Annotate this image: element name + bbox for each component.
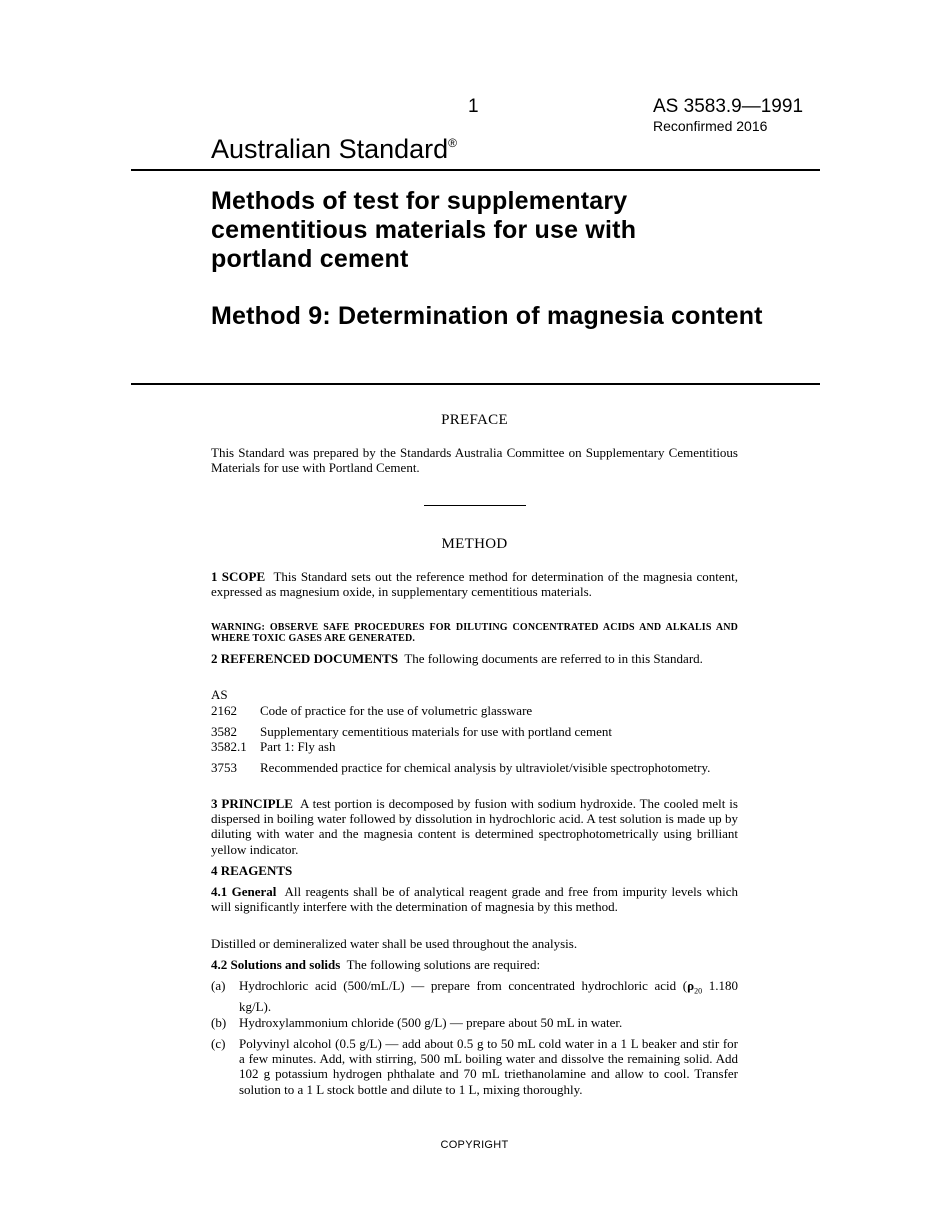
- copyright-footer: COPYRIGHT: [440, 1139, 509, 1151]
- list-item-text: Polyvinyl alcohol (0.5 g/L) — add about 0.5 g to 50 mL cold water in a 1 L beaker and stir for a few minutes. Add, with stirring, 500 mL boiling water and dissolve the remaining solid. Add 102 g potassium hydrogen phthalate and 70 mL triethanolamine and allow to cool. Transfer solution to a 1 L stock bottle and dilute to 1 L, mixing thoroughly.: [239, 1036, 738, 1097]
- list-item: [211, 1036, 738, 1116]
- standard-number: AS 3583.9—1991: [653, 96, 804, 117]
- brand-name: Australian Standard: [211, 134, 449, 164]
- list-item-label: (c): [211, 1036, 226, 1051]
- reference-title: Code of practice for the use of volumetric glassware: [260, 703, 533, 718]
- list-item-text: [239, 978, 738, 1014]
- reference-title: Recommended practice for chemical analysis by ultraviolet/visible spectrophotometry.: [260, 760, 711, 775]
- preface-heading: PREFACE: [441, 412, 508, 428]
- reference-item: [211, 724, 738, 740]
- density-symbol: ρ: [687, 978, 695, 993]
- list-item-text: Hydroxylammonium chloride (500 g/L) — prepare about 50 mL in water.: [239, 1015, 623, 1030]
- reference-item: [211, 703, 738, 719]
- reference-code: 2162: [211, 703, 237, 718]
- reference-code: 3753: [211, 760, 237, 775]
- solutions-label: 4.2 Solutions and solids: [211, 957, 341, 972]
- list-item-label: (a): [211, 978, 226, 993]
- brand-title: [211, 134, 457, 165]
- section-divider: [424, 505, 526, 506]
- registered-mark: ®: [448, 136, 457, 150]
- page-number: 1: [468, 96, 479, 117]
- list-item: [211, 978, 738, 1014]
- list-item-label: (b): [211, 1015, 227, 1030]
- principle-label: 3 PRINCIPLE: [211, 796, 293, 811]
- reference-item: [211, 760, 738, 792]
- general-clause: [211, 884, 738, 914]
- as-prefix: AS: [211, 687, 228, 702]
- density-subscript: 20: [694, 986, 703, 996]
- scope-clause: [211, 569, 738, 599]
- reference-title: Supplementary cementitious materials for use with portland cement: [260, 724, 612, 739]
- top-rule: [131, 169, 820, 171]
- general-text: All reagents shall be of analytical reagent grade and free from impurity levels which will significantly interfere with the determination of magnesia by this method.: [211, 884, 738, 915]
- reference-code: 3582.1: [211, 739, 247, 754]
- solutions-text: The following solutions are required:: [346, 957, 541, 972]
- method-heading: METHOD: [441, 536, 508, 552]
- general-label: 4.1 General: [211, 884, 277, 899]
- reference-code: 3582: [211, 724, 237, 739]
- solutions-clause: [211, 957, 738, 972]
- list-item: [211, 1015, 738, 1031]
- document-title: Methods of test for supplementary cementitious materials for use with portland cement: [211, 187, 637, 273]
- scope-text: This Standard sets out the reference method for determination of the magnesia content, expressed as magnesium oxide, in supplementary cementitious materials.: [211, 569, 739, 600]
- reference-title: Part 1: Fly ash: [260, 739, 336, 754]
- principle-clause: [211, 796, 738, 857]
- reference-item: [211, 739, 738, 755]
- referenced-text: The following documents are referred to in this Standard.: [404, 651, 703, 666]
- preface-text: This Standard was prepared by the Standards Australia Committee on Supplementary Cementitious Materials for use with Portland Cement.: [211, 445, 738, 476]
- reconfirmed-note: Reconfirmed 2016: [653, 118, 768, 134]
- water-note: Distilled or demineralized water shall be used throughout the analysis.: [211, 936, 578, 951]
- reagents-heading: 4 REAGENTS: [211, 863, 293, 878]
- method-title: Method 9: Determination of magnesia content: [211, 302, 763, 330]
- title-rule: [131, 383, 820, 385]
- item-text-main: Hydrochloric acid (500/mL/L) — prepare from concentrated hydrochloric acid (: [239, 978, 688, 993]
- scope-label: 1 SCOPE: [211, 569, 266, 584]
- item-text-end: 1.180 kg/L).: [239, 978, 738, 1014]
- principle-text: A test portion is decomposed by fusion with sodium hydroxide. The cooled melt is dispersed in boiling water followed by dissolution in hydrochloric acid. A test solution is made up by diluting with water and the magnesia content is determined spectrophotometrically using brilliant yellow indicator.: [211, 796, 738, 857]
- referenced-documents-clause: [211, 651, 738, 666]
- warning-notice: WARNING: OBSERVE SAFE PROCEDURES FOR DILUTING CONCENTRATED ACIDS AND ALKALIS AND WHERE TOXIC GASES ARE GENERATED.: [211, 622, 738, 644]
- referenced-label: 2 REFERENCED DOCUMENTS: [211, 651, 399, 666]
